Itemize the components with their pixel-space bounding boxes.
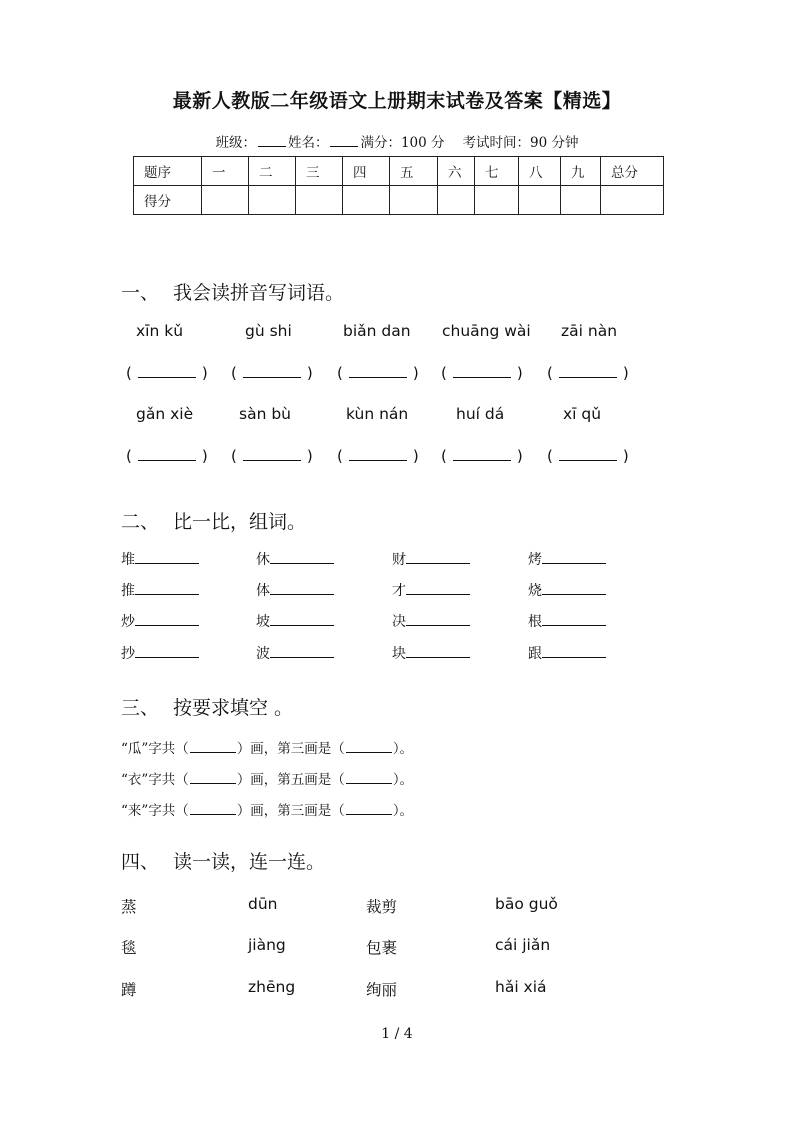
score-cell: 总分 — [601, 157, 664, 186]
class-label: 班级： — [215, 135, 256, 151]
score-table-header-row — [134, 157, 664, 186]
answer-blank[interactable] — [231, 447, 313, 465]
word-char: 坡 — [256, 614, 270, 630]
score-cell: 四 — [343, 157, 390, 186]
fill-text: “衣”字共（ — [121, 772, 189, 788]
fill-blank[interactable] — [190, 806, 236, 815]
score-input-cell[interactable] — [601, 186, 664, 215]
word-blank[interactable] — [270, 584, 334, 595]
paren-close: ) — [201, 364, 208, 382]
word-blank[interactable] — [406, 553, 470, 564]
score-cell: 三 — [296, 157, 343, 186]
match-item[interactable]: 绚丽 — [366, 981, 398, 999]
section-4-heading — [121, 847, 325, 874]
score-cell: 九 — [561, 157, 601, 186]
match-item[interactable]: cái jiǎn — [495, 936, 551, 954]
section-3-heading — [121, 693, 293, 720]
score-table — [133, 156, 664, 215]
match-item[interactable]: zhēng — [248, 978, 296, 996]
paren-close: ) — [622, 447, 629, 465]
pinyin-item: biǎn dan — [343, 322, 411, 340]
word-char: 休 — [256, 552, 270, 568]
match-item[interactable]: 蒸 — [121, 898, 137, 916]
paren-open: ( — [547, 447, 553, 465]
paren-open: ( — [126, 447, 132, 465]
fill-blank[interactable] — [346, 744, 392, 753]
match-item[interactable]: 毯 — [121, 939, 137, 957]
match-item[interactable]: 包裹 — [366, 939, 398, 957]
fill-text: ）。 — [392, 741, 414, 757]
full-score: 满分：100 分 — [360, 135, 445, 151]
pinyin-item: xīn kǔ — [136, 322, 184, 340]
score-cell: 六 — [438, 157, 475, 186]
section-number: 三、 — [121, 697, 160, 719]
paren-close: ) — [306, 447, 313, 465]
paren-open: ( — [337, 364, 343, 382]
fill-text: ）画，第五画是（ — [236, 772, 345, 788]
word-blank[interactable] — [135, 647, 199, 658]
word-item — [256, 549, 334, 569]
score-cell: 二 — [249, 157, 296, 186]
word-blank[interactable] — [135, 553, 199, 564]
word-item — [121, 580, 199, 600]
pinyin-item: zāi nàn — [561, 322, 618, 340]
word-blank[interactable] — [406, 584, 470, 595]
word-item — [121, 611, 199, 631]
fill-text: “来”字共（ — [121, 803, 189, 819]
paren-close: ) — [622, 364, 629, 382]
score-input-cell[interactable] — [561, 186, 601, 215]
score-cell: 七 — [475, 157, 519, 186]
word-blank[interactable] — [542, 615, 606, 626]
fill-line — [121, 768, 413, 788]
fill-line — [121, 799, 413, 819]
match-item[interactable]: hǎi xiá — [495, 978, 547, 996]
score-cell: 五 — [390, 157, 438, 186]
paren-open: ( — [231, 447, 237, 465]
exam-info — [0, 131, 794, 151]
paren-open: ( — [441, 447, 447, 465]
word-item — [121, 643, 199, 663]
paren-close: ) — [516, 447, 523, 465]
answer-blank[interactable] — [441, 364, 523, 382]
word-item — [528, 611, 606, 631]
page-number: 1 / 4 — [381, 1026, 413, 1042]
section-number: 一、 — [121, 282, 160, 304]
section-number: 四、 — [121, 851, 160, 873]
page-title: 最新人教版二年级语文上册期末试卷及答案【精选】 — [172, 90, 622, 112]
score-cell: 题序 — [134, 157, 202, 186]
fill-text: ）画，第三画是（ — [236, 803, 345, 819]
word-char: 推 — [121, 583, 135, 599]
score-input-cell[interactable] — [202, 186, 249, 215]
word-blank[interactable] — [542, 553, 606, 564]
paren-open: ( — [231, 364, 237, 382]
word-char: 跟 — [528, 646, 542, 662]
word-char: 堆 — [121, 552, 135, 568]
fill-blank[interactable] — [190, 744, 236, 753]
score-cell: 得分 — [134, 186, 202, 215]
word-char: 体 — [256, 583, 270, 599]
answer-blank[interactable] — [126, 364, 208, 382]
word-item — [392, 643, 470, 663]
fill-text: ）画，第三画是（ — [236, 741, 345, 757]
word-item — [256, 611, 334, 631]
pinyin-item: sàn bù — [239, 405, 291, 423]
exam-time: 考试时间：90 分钟 — [462, 135, 579, 151]
answer-blank[interactable] — [547, 447, 629, 465]
pinyin-item: kùn nán — [346, 405, 409, 423]
word-item — [392, 549, 470, 569]
answer-blank[interactable] — [547, 364, 629, 382]
word-blank[interactable] — [406, 615, 470, 626]
fill-line — [121, 737, 413, 757]
fill-blank[interactable] — [190, 775, 236, 784]
match-item[interactable]: bāo guǒ — [495, 895, 558, 913]
word-char: 烤 — [528, 552, 542, 568]
word-blank[interactable] — [542, 647, 606, 658]
score-table-score-row — [134, 186, 664, 215]
word-blank[interactable] — [135, 584, 199, 595]
word-char: 烧 — [528, 583, 542, 599]
paren-close: ) — [201, 447, 208, 465]
fill-text: “瓜”字共（ — [121, 741, 189, 757]
word-item — [256, 643, 334, 663]
word-item — [256, 580, 334, 600]
word-item — [528, 549, 606, 569]
pinyin-item: xī qǔ — [563, 405, 602, 423]
paren-open: ( — [337, 447, 343, 465]
score-input-cell[interactable] — [249, 186, 296, 215]
word-char: 才 — [392, 583, 406, 599]
word-blank[interactable] — [270, 615, 334, 626]
word-char: 财 — [392, 552, 406, 568]
pinyin-item: gǎn xiè — [136, 405, 194, 423]
match-item[interactable]: 裁剪 — [366, 898, 398, 916]
match-item[interactable]: jiàng — [248, 936, 286, 954]
score-input-cell[interactable] — [438, 186, 475, 215]
fill-blank[interactable] — [346, 806, 392, 815]
paren-close: ) — [412, 364, 419, 382]
word-item — [121, 549, 199, 569]
section-title: 比一比，组词。 — [173, 511, 307, 533]
word-item — [392, 580, 470, 600]
word-char: 炒 — [121, 614, 135, 630]
word-item — [528, 580, 606, 600]
match-item[interactable]: dūn — [248, 895, 278, 913]
score-input-cell[interactable] — [519, 186, 561, 215]
answer-blank[interactable] — [126, 447, 208, 465]
word-blank[interactable] — [135, 615, 199, 626]
section-title: 按要求填空 。 — [173, 697, 294, 719]
class-blank[interactable] — [258, 134, 286, 147]
pinyin-item: huí dá — [456, 405, 505, 423]
score-cell: 一 — [202, 157, 249, 186]
word-blank[interactable] — [270, 553, 334, 564]
answer-blank[interactable] — [337, 364, 419, 382]
paren-close: ) — [306, 364, 313, 382]
match-item[interactable]: 蹲 — [121, 981, 137, 999]
paren-open: ( — [547, 364, 553, 382]
paren-close: ) — [412, 447, 419, 465]
section-1-heading — [121, 278, 344, 305]
paren-close: ) — [516, 364, 523, 382]
section-title: 我会读拼音写词语。 — [173, 282, 345, 304]
section-title: 读一读，连一连。 — [173, 851, 326, 873]
paren-open: ( — [441, 364, 447, 382]
section-2-heading — [121, 507, 306, 534]
word-char: 块 — [392, 646, 406, 662]
word-blank[interactable] — [406, 647, 470, 658]
word-char: 波 — [256, 646, 270, 662]
score-input-cell[interactable] — [390, 186, 438, 215]
paren-open: ( — [126, 364, 132, 382]
answer-blank[interactable] — [337, 447, 419, 465]
word-blank[interactable] — [270, 647, 334, 658]
score-input-cell[interactable] — [475, 186, 519, 215]
answer-blank[interactable] — [441, 447, 523, 465]
answer-blank[interactable] — [231, 364, 313, 382]
section-number: 二、 — [121, 511, 160, 533]
word-item — [528, 643, 606, 663]
word-char: 抄 — [121, 646, 135, 662]
name-blank[interactable] — [330, 134, 358, 147]
word-blank[interactable] — [542, 584, 606, 595]
word-char: 根 — [528, 614, 542, 630]
word-item — [392, 611, 470, 631]
pinyin-item: chuāng wài — [442, 322, 531, 340]
fill-blank[interactable] — [346, 775, 392, 784]
word-char: 决 — [392, 614, 406, 630]
score-input-cell[interactable] — [343, 186, 390, 215]
name-label: 姓名： — [287, 135, 329, 151]
fill-text: ）。 — [392, 772, 414, 788]
fill-text: ）。 — [392, 803, 414, 819]
score-input-cell[interactable] — [296, 186, 343, 215]
pinyin-item: gù shi — [245, 322, 292, 340]
score-cell: 八 — [519, 157, 561, 186]
